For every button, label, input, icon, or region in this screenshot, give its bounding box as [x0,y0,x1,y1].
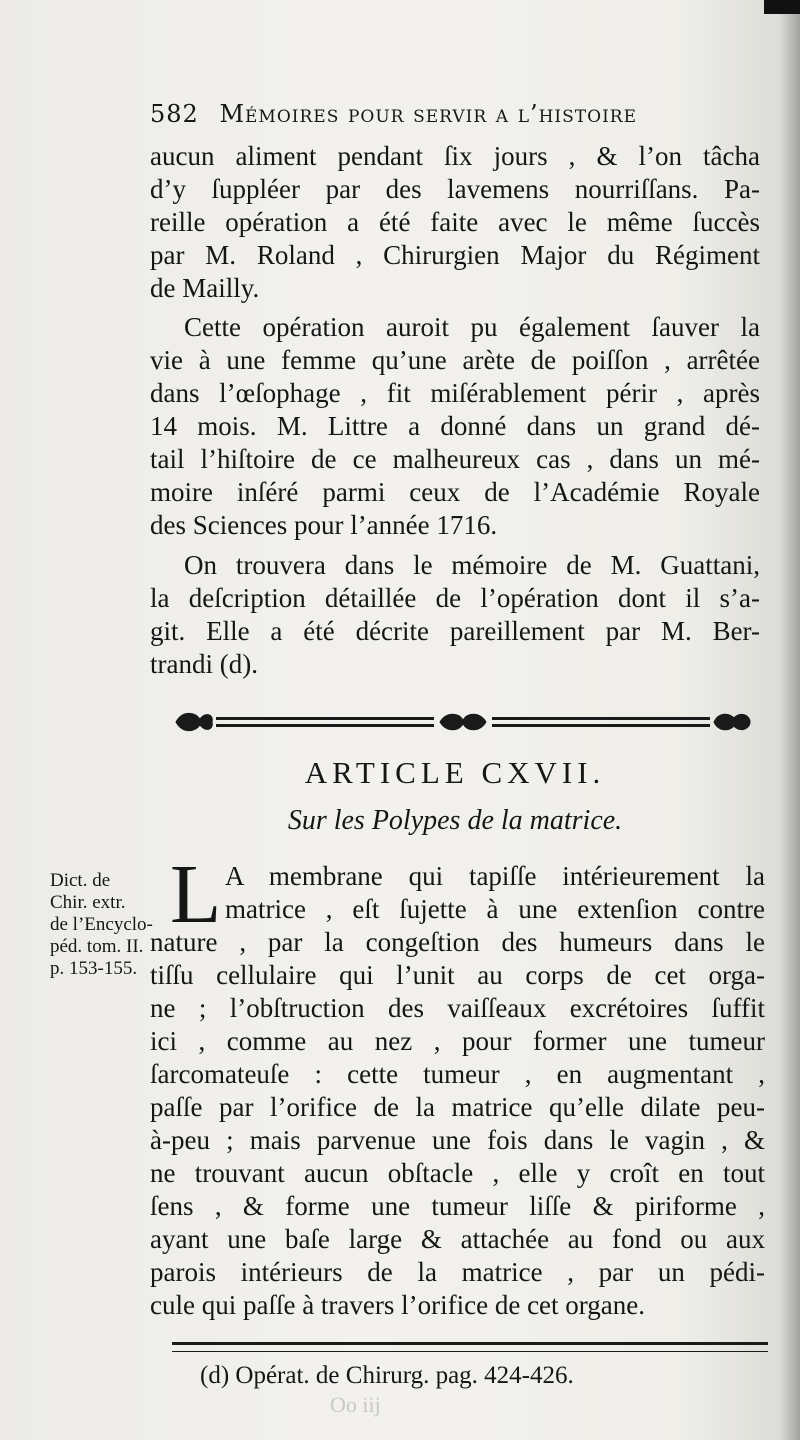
margin-note-line: Chir. extr. [50,892,126,913]
text-line: tail l’hiſtoire de ce malheureux cas , dans un mé- [150,444,760,474]
page-corner-dark [764,0,800,14]
text-line: matrice , eſt ſujette à une extenſion contre [225,894,765,924]
text-line: paſſe par l’orifice de la matrice qu’elle dilate peu- [150,1092,765,1122]
text-line: d’y ſuppléer par des lavemens nourriſſans. Pa- [150,174,760,204]
paragraph-4 [150,926,765,1322]
paragraph-4-opening [225,860,765,926]
text-line: moire inſéré parmi ceux de l’Académie Royale [150,477,760,507]
text-line: ne ; l’obſtruction des vaiſſeaux excrétoires ſuffit [150,993,765,1023]
drop-capital: L [170,848,222,941]
text-line: dans l’œſophage , fit miſérablement périr , après [150,378,760,408]
footnote: (d) Opérat. de Chirurg. pag. 424-426. [200,1362,574,1389]
running-header [150,100,770,128]
article-heading: ARTICLE CXVII. [304,755,606,790]
text-line: des Sciences pour l’année 1716. [150,510,498,540]
margin-note-line: Dict. de [50,870,111,891]
margin-note-line: de l’Encyclo- [50,914,153,935]
margin-note-line: péd. tom. II. [50,936,144,957]
text-line: nature , par la congeſtion des humeurs dans le [150,927,765,957]
footnote-rule [172,1342,768,1352]
text-line: de Mailly. [150,273,260,303]
margin-note [50,870,162,980]
text-line: A membrane qui tapiſſe intérieurement la [225,861,765,891]
text-line: trandi (d). [150,649,258,679]
paragraph-1 [150,140,760,305]
paragraph-2 [150,311,760,542]
text-line: Cette opération auroit pu également ſauver la [184,312,760,342]
text-line: à-peu ; mais parvenue une fois dans le vagin , & [150,1125,765,1155]
text-line: ici , comme au nez , pour former une tumeur [150,1026,765,1056]
text-line: vie à une femme qu’une arète de poiſſon , arrêtée [150,345,760,375]
running-title: Mémoires pour servir a l’histoire [219,100,637,128]
text-line: 14 mois. M. Littre a donné dans un grand dé- [150,411,760,441]
text-line: reille opération a été faite avec le même ſuccès [150,207,760,237]
paragraph-3 [150,549,760,681]
text-line: cule qui paſſe à travers l’orifice de cet organe. [150,1290,646,1320]
text-line: ne trouvant aucun obſtacle , elle y croît en tout [150,1158,765,1188]
text-line: ſarcomateuſe : cette tumeur , en augmentant , [150,1059,765,1089]
text-line: la deſcription détaillée de l’opération dont il s’a- [150,583,760,613]
article-subheading: Sur les Polypes de la matrice. [287,805,623,836]
text-line: ſens , & forme une tumeur liſſe & piriforme , [150,1191,765,1221]
text-line: On trouvera dans le mémoire de M. Guattani, [184,550,760,580]
page-spine-shadow [780,0,800,1440]
ornamental-divider [172,707,754,737]
signature-mark: Oo iij [330,1392,381,1417]
page-number: 582 [150,100,199,128]
text-line: git. Elle a été décrite pareillement par M. Ber- [150,616,760,646]
text-line: ayant une baſe large & attachée au fond ou aux [150,1224,765,1254]
text-line: tiſſu cellulaire qui l’unit au corps de cet orga- [150,960,765,990]
text-line: parois intérieurs de la matrice , par un pédi- [150,1257,765,1287]
margin-note-line: p. 153-155. [50,958,138,979]
text-line: aucun aliment pendant ſix jours , & l’on tâcha [150,141,760,171]
text-line: par M. Roland , Chirurgien Major du Régiment [150,240,760,270]
